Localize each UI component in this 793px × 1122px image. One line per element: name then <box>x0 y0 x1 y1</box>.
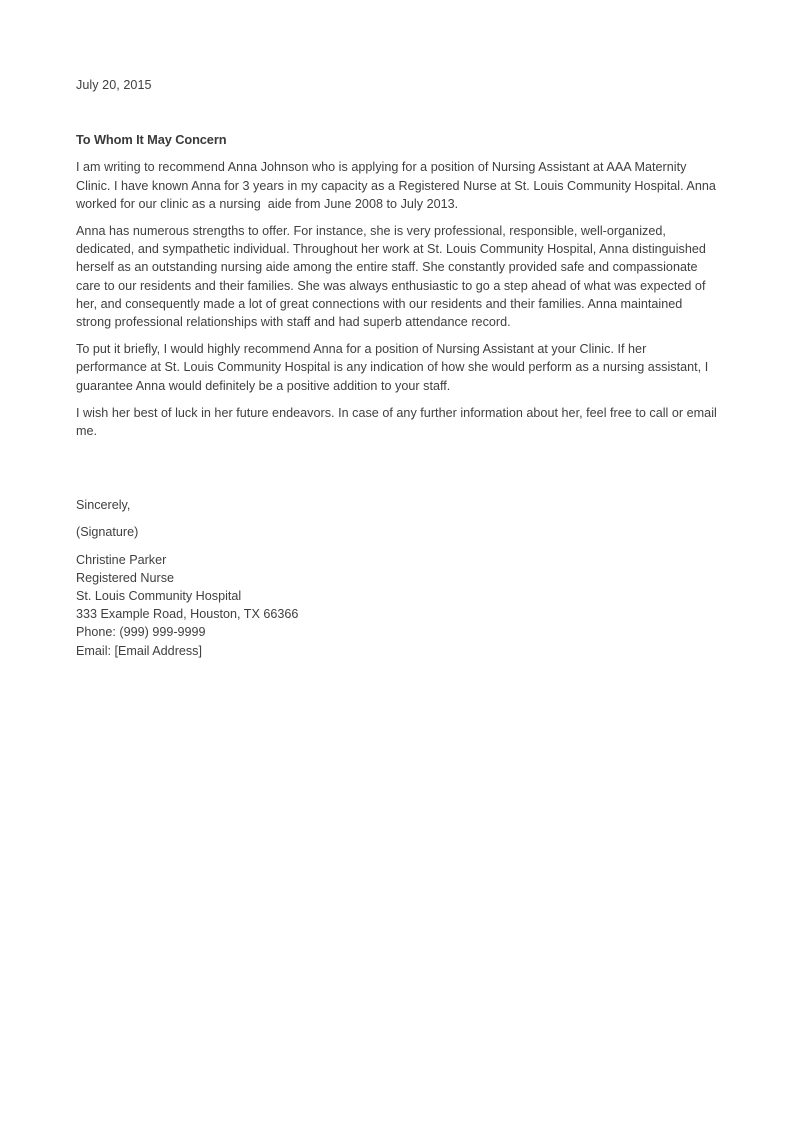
letter-closing-block <box>76 440 718 660</box>
signature-placeholder: (Signature) <box>76 525 139 540</box>
letter-paragraph-2: Anna has numerous strengths to offer. For instance, she is very professional, responsible, well-organized, dedicated, and sympathetic individual. Throughout her work at St. Louis Community Hospital, Anna distinguished herself as an outstanding nursing aide among the entire staff. She constantly provided safe and compassionate care to our residents and their families. She was always enthusiastic to go a step ahead of what was expected of her, and consequently made a lot of great connections with our residents and their families. Anna maintained strong professional relationships with staff and had superb attendance record. <box>76 224 710 330</box>
signer-title: Registered Nurse <box>76 570 174 585</box>
letter-salutation: To Whom It May Concern <box>76 132 227 148</box>
letter-body <box>76 76 721 660</box>
signer-phone: Phone: (999) 999-9999 <box>76 625 206 640</box>
letter-paragraph-4: I wish her best of luck in her future endeavors. In case of any further information about her, feel free to call or email me. <box>76 405 721 439</box>
letter-paragraph-1: I am writing to recommend Anna Johnson who is applying for a position of Nursing Assistant at AAA Maternity Clinic. I have known Anna for 3 years in my capacity as a Registered Nurse at St. Louis Community Hospital. Anna worked for our clinic as a nursing aide from June 2008 to July 2013. <box>76 160 720 211</box>
letter-date: July 20, 2015 <box>76 78 152 92</box>
signer-name: Christine Parker <box>76 552 167 567</box>
letter-paragraph-3: To put it briefly, I would highly recommend Anna for a position of Nursing Assistant at your Clinic. If her performance at St. Louis Community Hospital is any indication of how she would perform as a nursing assistant, I guarantee Anna would definitely be a positive addition to your staff. <box>76 342 712 393</box>
signer-email: Email: [Email Address] <box>76 643 202 658</box>
letter-closing: Sincerely, <box>76 498 131 513</box>
signer-block <box>76 542 718 660</box>
signer-organization: St. Louis Community Hospital <box>76 589 242 604</box>
signer-address: 333 Example Road, Houston, TX 66366 <box>76 607 299 622</box>
